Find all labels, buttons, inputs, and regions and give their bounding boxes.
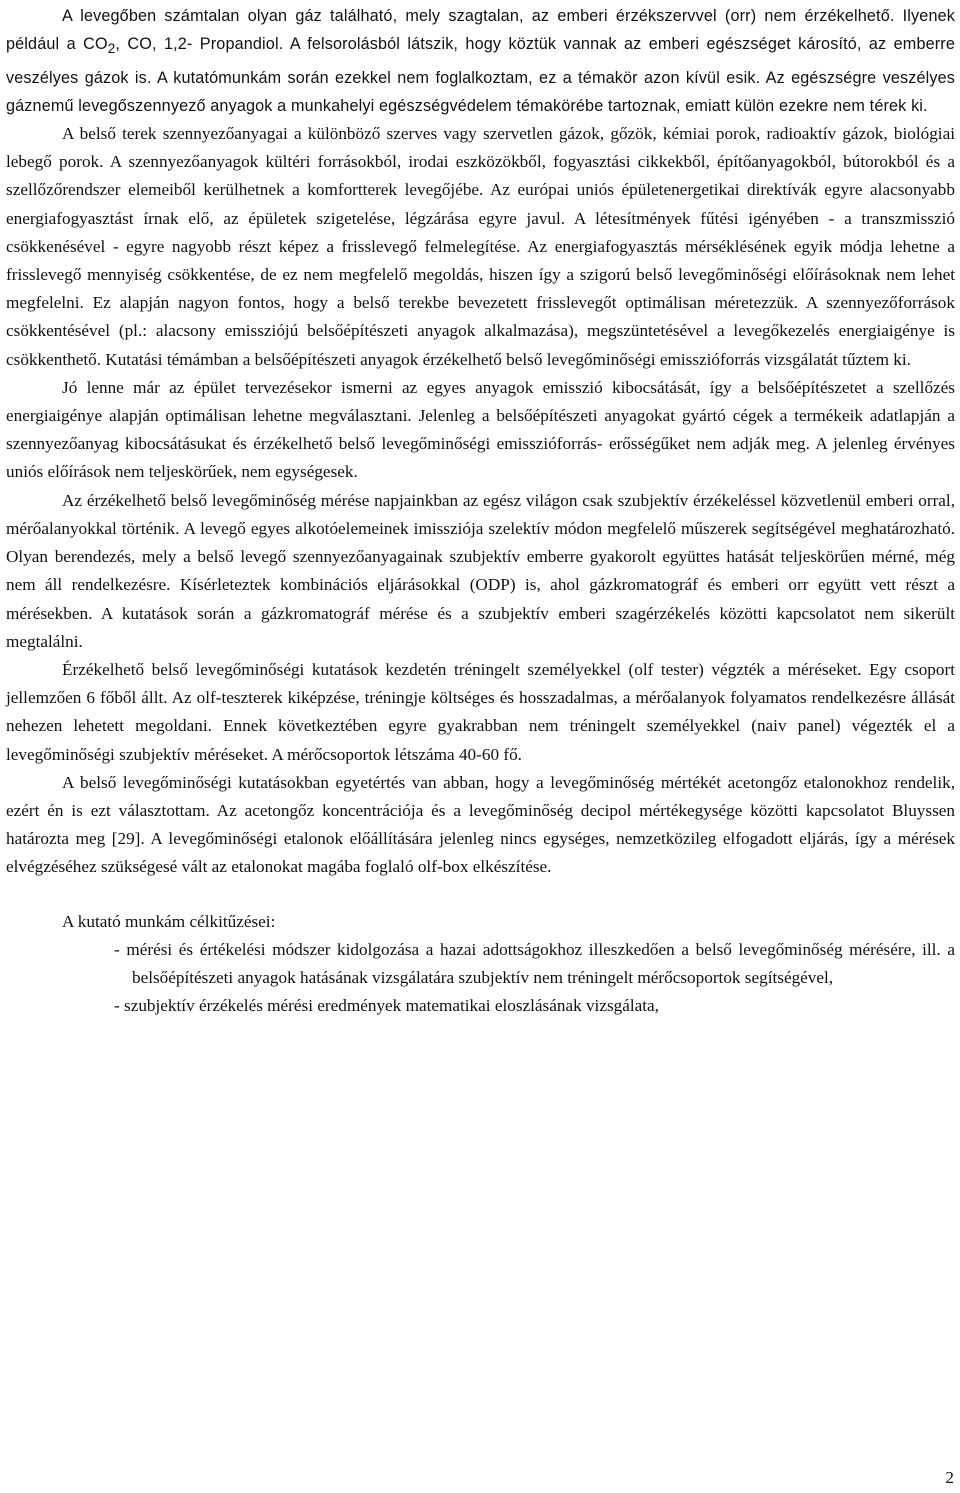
aims-list-item: - mérési és értékelési módszer kidolgozása a hazai adottságokhoz illeszkedően a belső levegőminőség mérésére, ill. a belsőépítészeti anyagok hatásának vizsgálatára szubjektív nem tréningelt mérőcsoportok segítségével,	[114, 939, 955, 987]
paragraph-5: Érzékelhető belső levegőminőségi kutatások kezdetén tréningelt személyekkel (olf tester) végzték a méréseket. Egy csoport jellemzően 6 főből állt. Az olf-teszterek kiképzése, tréningje költséges és hosszadalmas, a mérőalanyok folyamatos rendelkezésre állását nehezen lehetett megoldani. Ennek következtében egyre gyakrabban nem tréningelt személyekkel (naiv panel) végezték el a levegőminőségi szubjektív méréseket. A mérőcsoportok létszáma 40-60 fő.	[6, 659, 955, 764]
aims-title: A kutató munkám célkitűzései:	[62, 911, 276, 931]
aims-list-item: - szubjektív érzékelés mérési eredmények matematikai eloszlásának vizsgálata,	[114, 996, 659, 1016]
co2-subscript: 2	[107, 41, 116, 57]
paragraph-4: Az érzékelhető belső levegőminőség mérése napjainkban az egész világon csak szubjektív érzékeléssel közvetlenül emberi orral, mérőalanyokkal történik. A levegő egyes alkotóelemeinek imissziója szelektív módon megfelelő műszerek segítségével meghatározható. Olyan berendezés, mely a belső levegő szennyezőanyagainak szubjektív emberre gyakorolt együttes hatását teljeskörűen mérné, még nem áll rendelkezésre. Kísérleteztek kombinációs eljárásokkal (ODP) is, ahol gázkromatográf és emberi orr együtt vett részt a mérésekben. A kutatások során a gázkromatográf mérése és a szubjektív emberi szagérzékelés közötti kapcsolatot nem sikerült megtalálni.	[6, 490, 955, 651]
paragraph-1	[6, 2, 955, 120]
paragraph-1-part-b: , CO, 1,2- Propandiol. A felsorolásból látszik, hogy köztük vannak az emberi egészséget károsító, az emberre veszélyes gázok is. A kutatómunkám során ezekkel nem foglalkoztam, ez a témakör azon kívül esik. Az egészségre veszélyes gáznemű levegőszennyező anyagok a munkahelyi egészségvédelem témakörébe tartoznak, emiatt külön ezekre nem térek ki.	[6, 35, 955, 115]
paragraph-2: A belső terek szennyezőanyagai a különböző szerves vagy szervetlen gázok, gőzök, kémiai porok, radioaktív gázok, biológiai lebegő porok. A szennyezőanyagok kültéri forrásokból, irodai eszközökből, fogyasztási cikkekből, építőanyagokból, bútorokból és a szellőzőrendszer elemeiből kerülhetnek a komfortterek levegőjébe. Az európai uniós épületenergetikai direktívák egyre alacsonyabb energiafogyasztást írnak elő, az épületek szigetelése, légzárása egyre javul. A létesítmények fűtési igényében - a transzmisszió csökkenésével - egyre nagyobb részt képez a frisslevegő felmelegítése. Az energiafogyasztás mérséklésének egyik módja lehetne a frisslevegő mennyiség csökkentése, de ez nem megfelelő megoldás, hiszen így a szigorú belső levegőminőségi előírásoknak nem lehet megfelelni. Ez alapján nagyon fontos, hogy a belső terekbe bevezetett frisslevegőt optimálisan méretezzük. A szennyezőforrások csökkentésével (pl.: alacsony emissziójú belsőépítészeti anyagok alkalmazása), megszüntetésével a levegőkezelés energiaigénye is csökkenthető. Kutatási témámban a belsőépítészeti anyagok érzékelhető belső levegőminőségi emisszióforrás vizsgálatát tűztem ki.	[6, 124, 955, 369]
paragraph-3: Jó lenne már az épület tervezésekor ismerni az egyes anyagok emisszió kibocsátását, így a belsőépítészetet a szellőzés energiaigénye alapján optimálisan lehetne megválasztani. Jelenleg a belsőépítészeti anyagokat gyártó cégek a termékeik adatlapján a szennyezőanyag kibocsátásukat és érzékelhető belső levegőminőségi emisszióforrás- erősségűket nem adják meg. A jelenleg érvényes uniós előírások nem teljeskörűek, nem egységesek.	[6, 377, 955, 482]
page-number: 2	[945, 1468, 954, 1487]
section-spacer	[6, 882, 955, 908]
paragraph-1-part-a: A levegőben számtalan olyan gáz található, mely szagtalan, az emberi érzékszervvel (orr) nem érzékelhető. Ilyenek például a CO	[6, 7, 955, 54]
aims-list	[6, 936, 955, 1021]
paragraph-6: A belső levegőminőségi kutatásokban egyetértés van abban, hogy a levegőminőség mértékét acetongőz etalonokhoz rendelik, ezért én is ezt választottam. Az acetongőz koncentrációja és a levegőminőség decipol mértékegysége közötti kapcsolatot Bluyssen határozta meg [29]. A levegőminőségi etalonok előállítására jelenleg nincs egységes, nemzetközileg elfogadott eljárás, így a mérések elvégzéséhez szükségesé vált az etalonokat magába foglaló olf-box elkészítése.	[6, 772, 955, 877]
